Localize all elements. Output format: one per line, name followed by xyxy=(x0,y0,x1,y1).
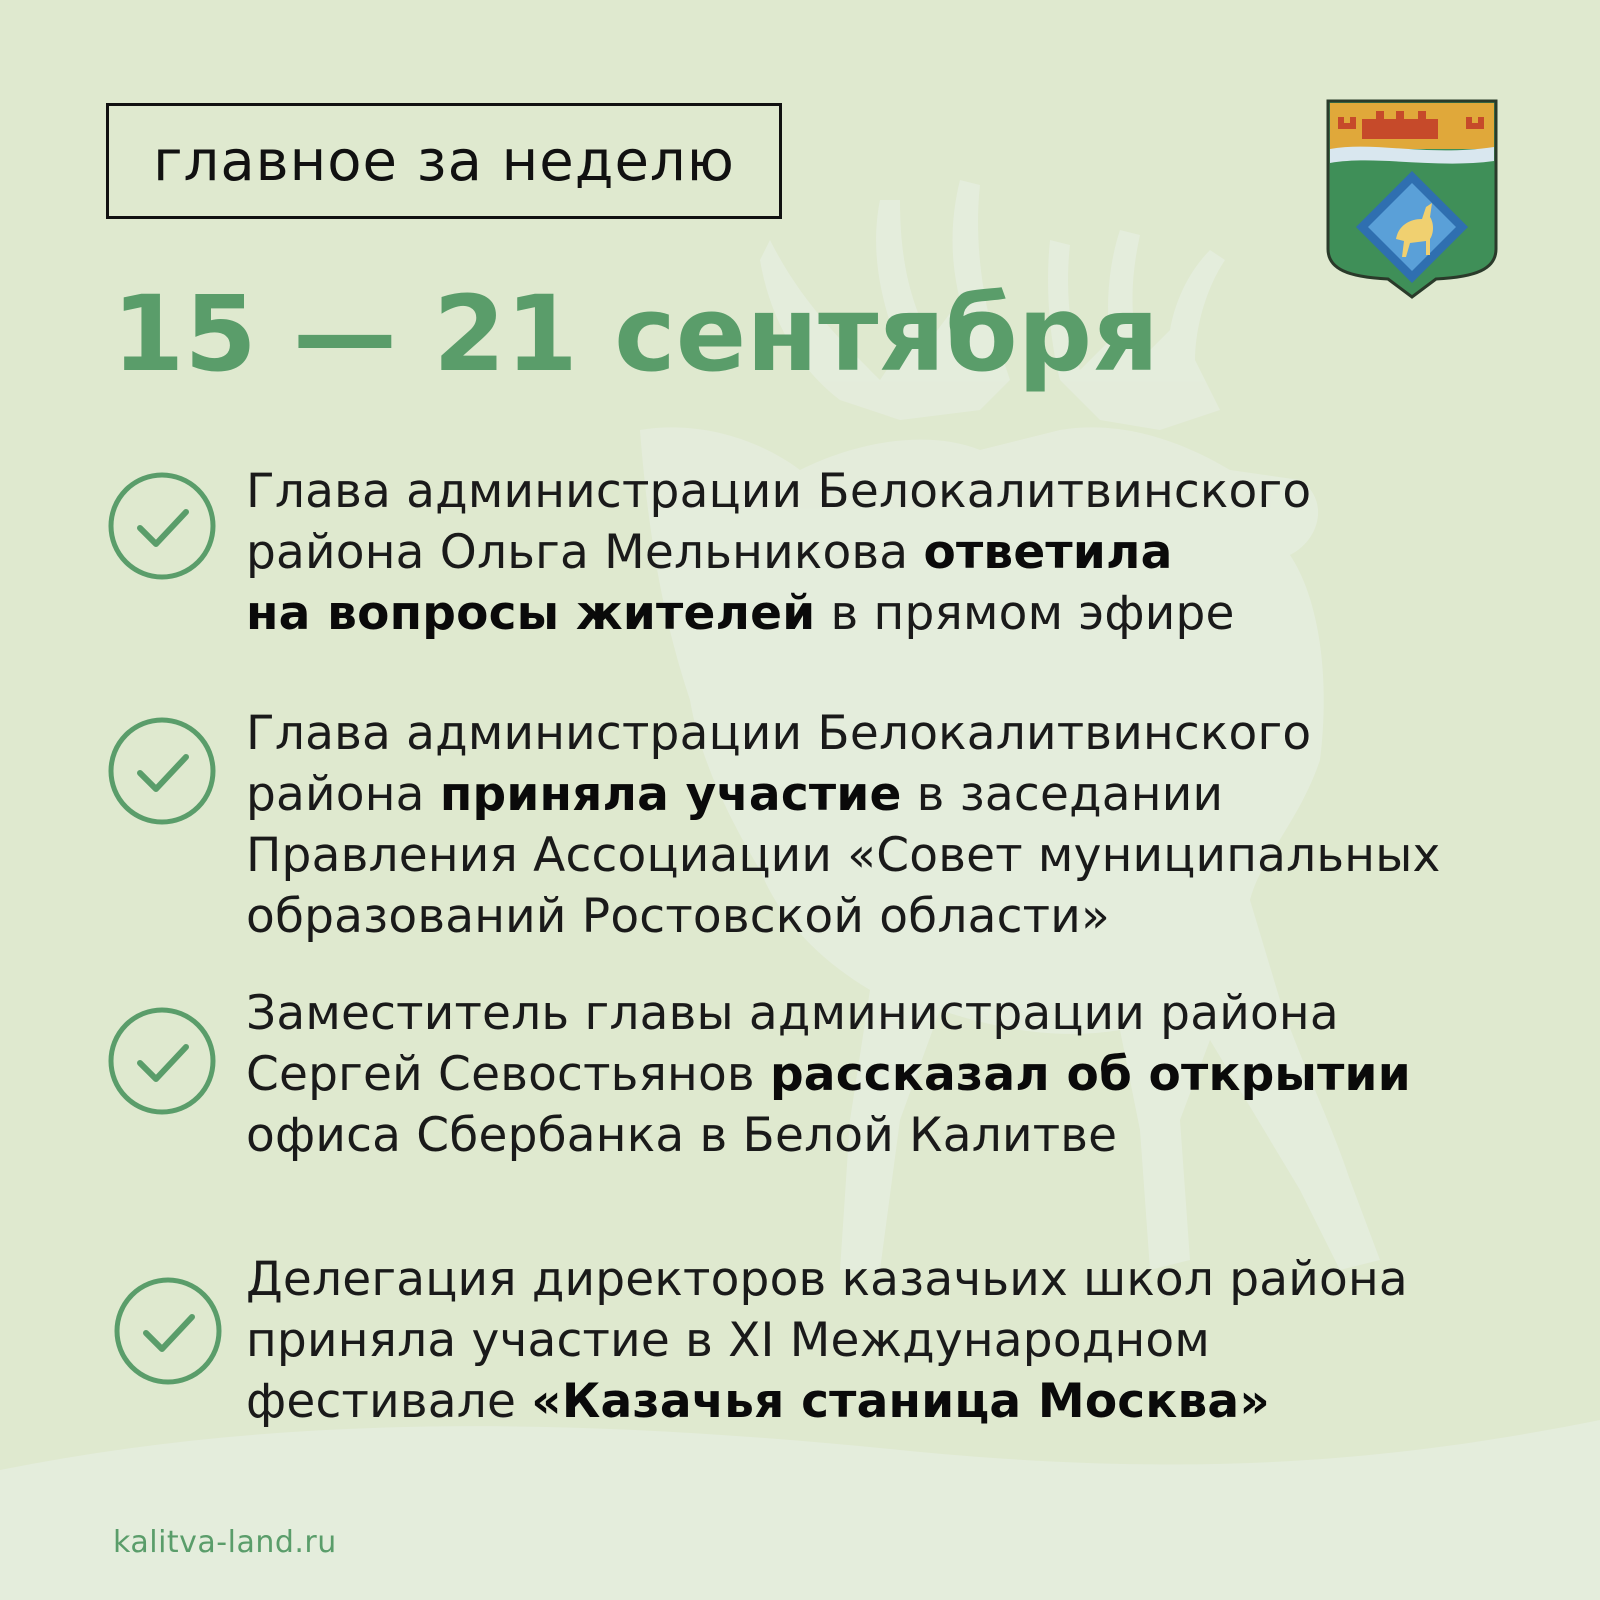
news-line-text: Глава администрации Белокалитвинского xyxy=(246,464,1312,519)
news-line-bold: ответила xyxy=(923,525,1173,580)
news-line xyxy=(246,461,1546,522)
news-line-text: фестивале xyxy=(246,1374,532,1429)
news-line-text: в прямом эфире xyxy=(815,586,1235,641)
date-range-title: 15 — 21 сентября xyxy=(112,273,1160,395)
news-line xyxy=(246,583,1546,644)
news-line xyxy=(246,764,1546,825)
website-link[interactable]: kalitva-land.ru xyxy=(113,1525,337,1560)
news-line-bold: приняла участие xyxy=(439,767,902,822)
news-line-text: района xyxy=(246,767,440,822)
header-tag-label: главное за неделю xyxy=(153,128,735,194)
check-circle-icon xyxy=(112,1275,224,1387)
news-line-text: в заседании xyxy=(901,767,1224,822)
news-line xyxy=(246,1105,1546,1166)
header-tag xyxy=(106,103,782,219)
news-line xyxy=(246,1044,1546,1105)
news-item-text xyxy=(246,1249,1546,1432)
check-circle-icon xyxy=(106,715,218,827)
news-line-text: приняла участие в XI Международном xyxy=(246,1313,1211,1368)
news-item-text xyxy=(246,983,1546,1166)
news-line-text: Заместитель главы администрации района xyxy=(246,986,1339,1041)
news-line-text: образований Ростовской области» xyxy=(246,889,1110,944)
news-line xyxy=(246,1310,1546,1371)
news-line-bold: рассказал об открытии xyxy=(769,1047,1411,1102)
news-line xyxy=(246,703,1546,764)
news-line-text: Сергей Севостьянов xyxy=(246,1047,770,1102)
news-line xyxy=(246,1249,1546,1310)
coat-of-arms-icon xyxy=(1326,99,1498,299)
news-line xyxy=(246,983,1546,1044)
news-line xyxy=(246,886,1546,947)
news-line xyxy=(246,522,1546,583)
news-line xyxy=(246,825,1546,886)
news-line-bold: «Казачья станица Москва» xyxy=(531,1374,1270,1429)
news-line-text: Делегация директоров казачьих школ района xyxy=(246,1252,1408,1307)
news-line-text: Правления Ассоциации «Совет муниципальных xyxy=(246,828,1441,883)
news-line-bold: на вопросы жителей xyxy=(246,586,816,641)
news-line-text: Глава администрации Белокалитвинского xyxy=(246,706,1312,761)
news-line-text: района Ольга Мельникова xyxy=(246,525,924,580)
news-item-text xyxy=(246,703,1546,947)
check-circle-icon xyxy=(106,1005,218,1117)
news-item-text xyxy=(246,461,1546,644)
check-circle-icon xyxy=(106,470,218,582)
news-line-text: офиса Сбербанка в Белой Калитве xyxy=(246,1108,1118,1163)
news-line xyxy=(246,1371,1546,1432)
